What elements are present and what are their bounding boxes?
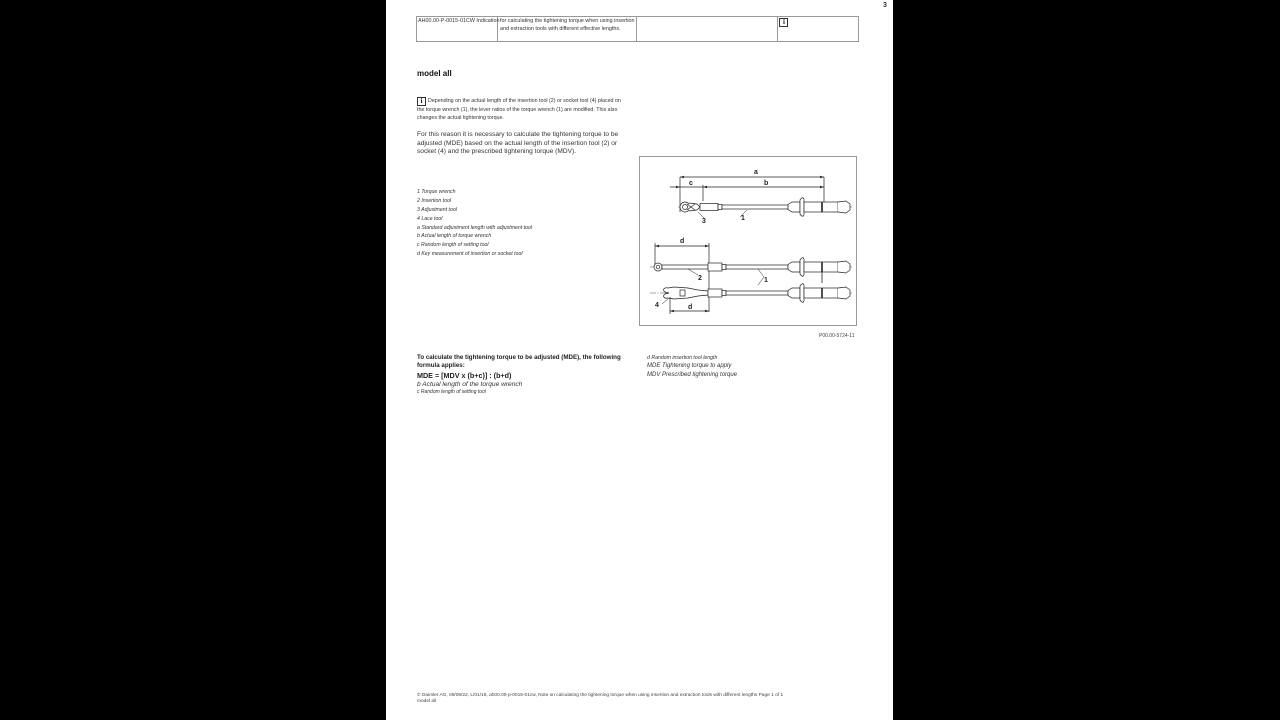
footer-line-2: model all xyxy=(417,698,437,704)
page-footer xyxy=(417,693,837,705)
callout-1b: 1 xyxy=(764,277,768,284)
icon-cell xyxy=(778,17,858,41)
figure-legend xyxy=(417,188,532,259)
info-icon: i xyxy=(779,18,788,27)
formula-def-b: b Actual length of the torque wrench xyxy=(417,381,523,388)
legend-item: a Standard adjustment length with adjustment tool xyxy=(417,224,533,231)
note-text: Depending on the actual length of the insertion tool (2) or socket tool (4) placed on the torque wrench (1), the lever ratios of the torque wrench (1) are modified. This also changes the actual tightening torque. xyxy=(417,98,621,121)
legend-item: c Random length of setting tool xyxy=(417,242,489,249)
dim-label-d-bottom: d xyxy=(688,304,693,311)
legend-item: d Key measurement of insertion or socket tool xyxy=(417,251,523,258)
legend-item: 3 Adjustment tool xyxy=(417,206,457,213)
dim-label-d-top: d xyxy=(680,238,685,245)
section-title: model all xyxy=(417,69,452,78)
info-note xyxy=(417,97,627,122)
legend-item: 4 Lace tool xyxy=(417,215,443,222)
formula-def-d: d Random insertion tool length xyxy=(647,355,718,361)
callout-2: 2 xyxy=(698,275,702,282)
description-cell: for calculating the tightening torque when using insertion and extraction tools with different effective lengths. xyxy=(498,17,637,41)
info-icon: i xyxy=(417,97,426,106)
empty-cell xyxy=(637,17,778,41)
callout-1: 1 xyxy=(741,215,745,222)
header-table xyxy=(416,16,859,42)
document-page xyxy=(386,0,893,720)
formula-definitions xyxy=(647,354,737,379)
callout-4: 4 xyxy=(655,302,659,309)
formula-def-mdv: MDV Prescribed tightening torque xyxy=(647,371,738,378)
formula-def-mde: MDE Tightening torque to apply xyxy=(647,363,732,369)
figure-code: P00.00-5724-11 xyxy=(819,333,855,339)
formula-def-c: c Random length of setting tool xyxy=(417,389,486,395)
torque-wrench-figure xyxy=(639,156,857,326)
formula-expression: MDE = [MDV x (b+c)] : (b+d) xyxy=(417,371,512,380)
page-number: 3 xyxy=(883,2,887,9)
footer-line-1: © Daimler AG, 09/06/22, L/01/18, ah00.00-p-0015-01cw, Note on calculating the tightening torque when using insertion and extraction tools with different lengths Page 1 of 1 xyxy=(417,693,784,698)
formula-intro: To calculate the tightening torque to be adjusted (MDE), the following formula applies: xyxy=(417,354,621,369)
formula-block xyxy=(417,354,627,395)
legend-item: b Actual length of torque wrench xyxy=(417,233,492,240)
callout-3: 3 xyxy=(702,218,706,225)
dim-label-b: b xyxy=(764,180,769,187)
legend-item: 1 Torque wrench xyxy=(417,189,456,195)
dim-label-c: c xyxy=(689,180,693,187)
doc-id-cell: AH00.00-P-0015-01CW Indication xyxy=(417,17,498,41)
dim-label-a: a xyxy=(754,169,758,176)
legend-item: 2 Insertion tool xyxy=(417,197,452,204)
body-paragraph: For this reason it is necessary to calculate the tightening torque to be adjusted (MDE) based on the actual length of the insertion tool (2) or socket (4) and the prescribed tightening torque (MDV). xyxy=(417,131,619,155)
